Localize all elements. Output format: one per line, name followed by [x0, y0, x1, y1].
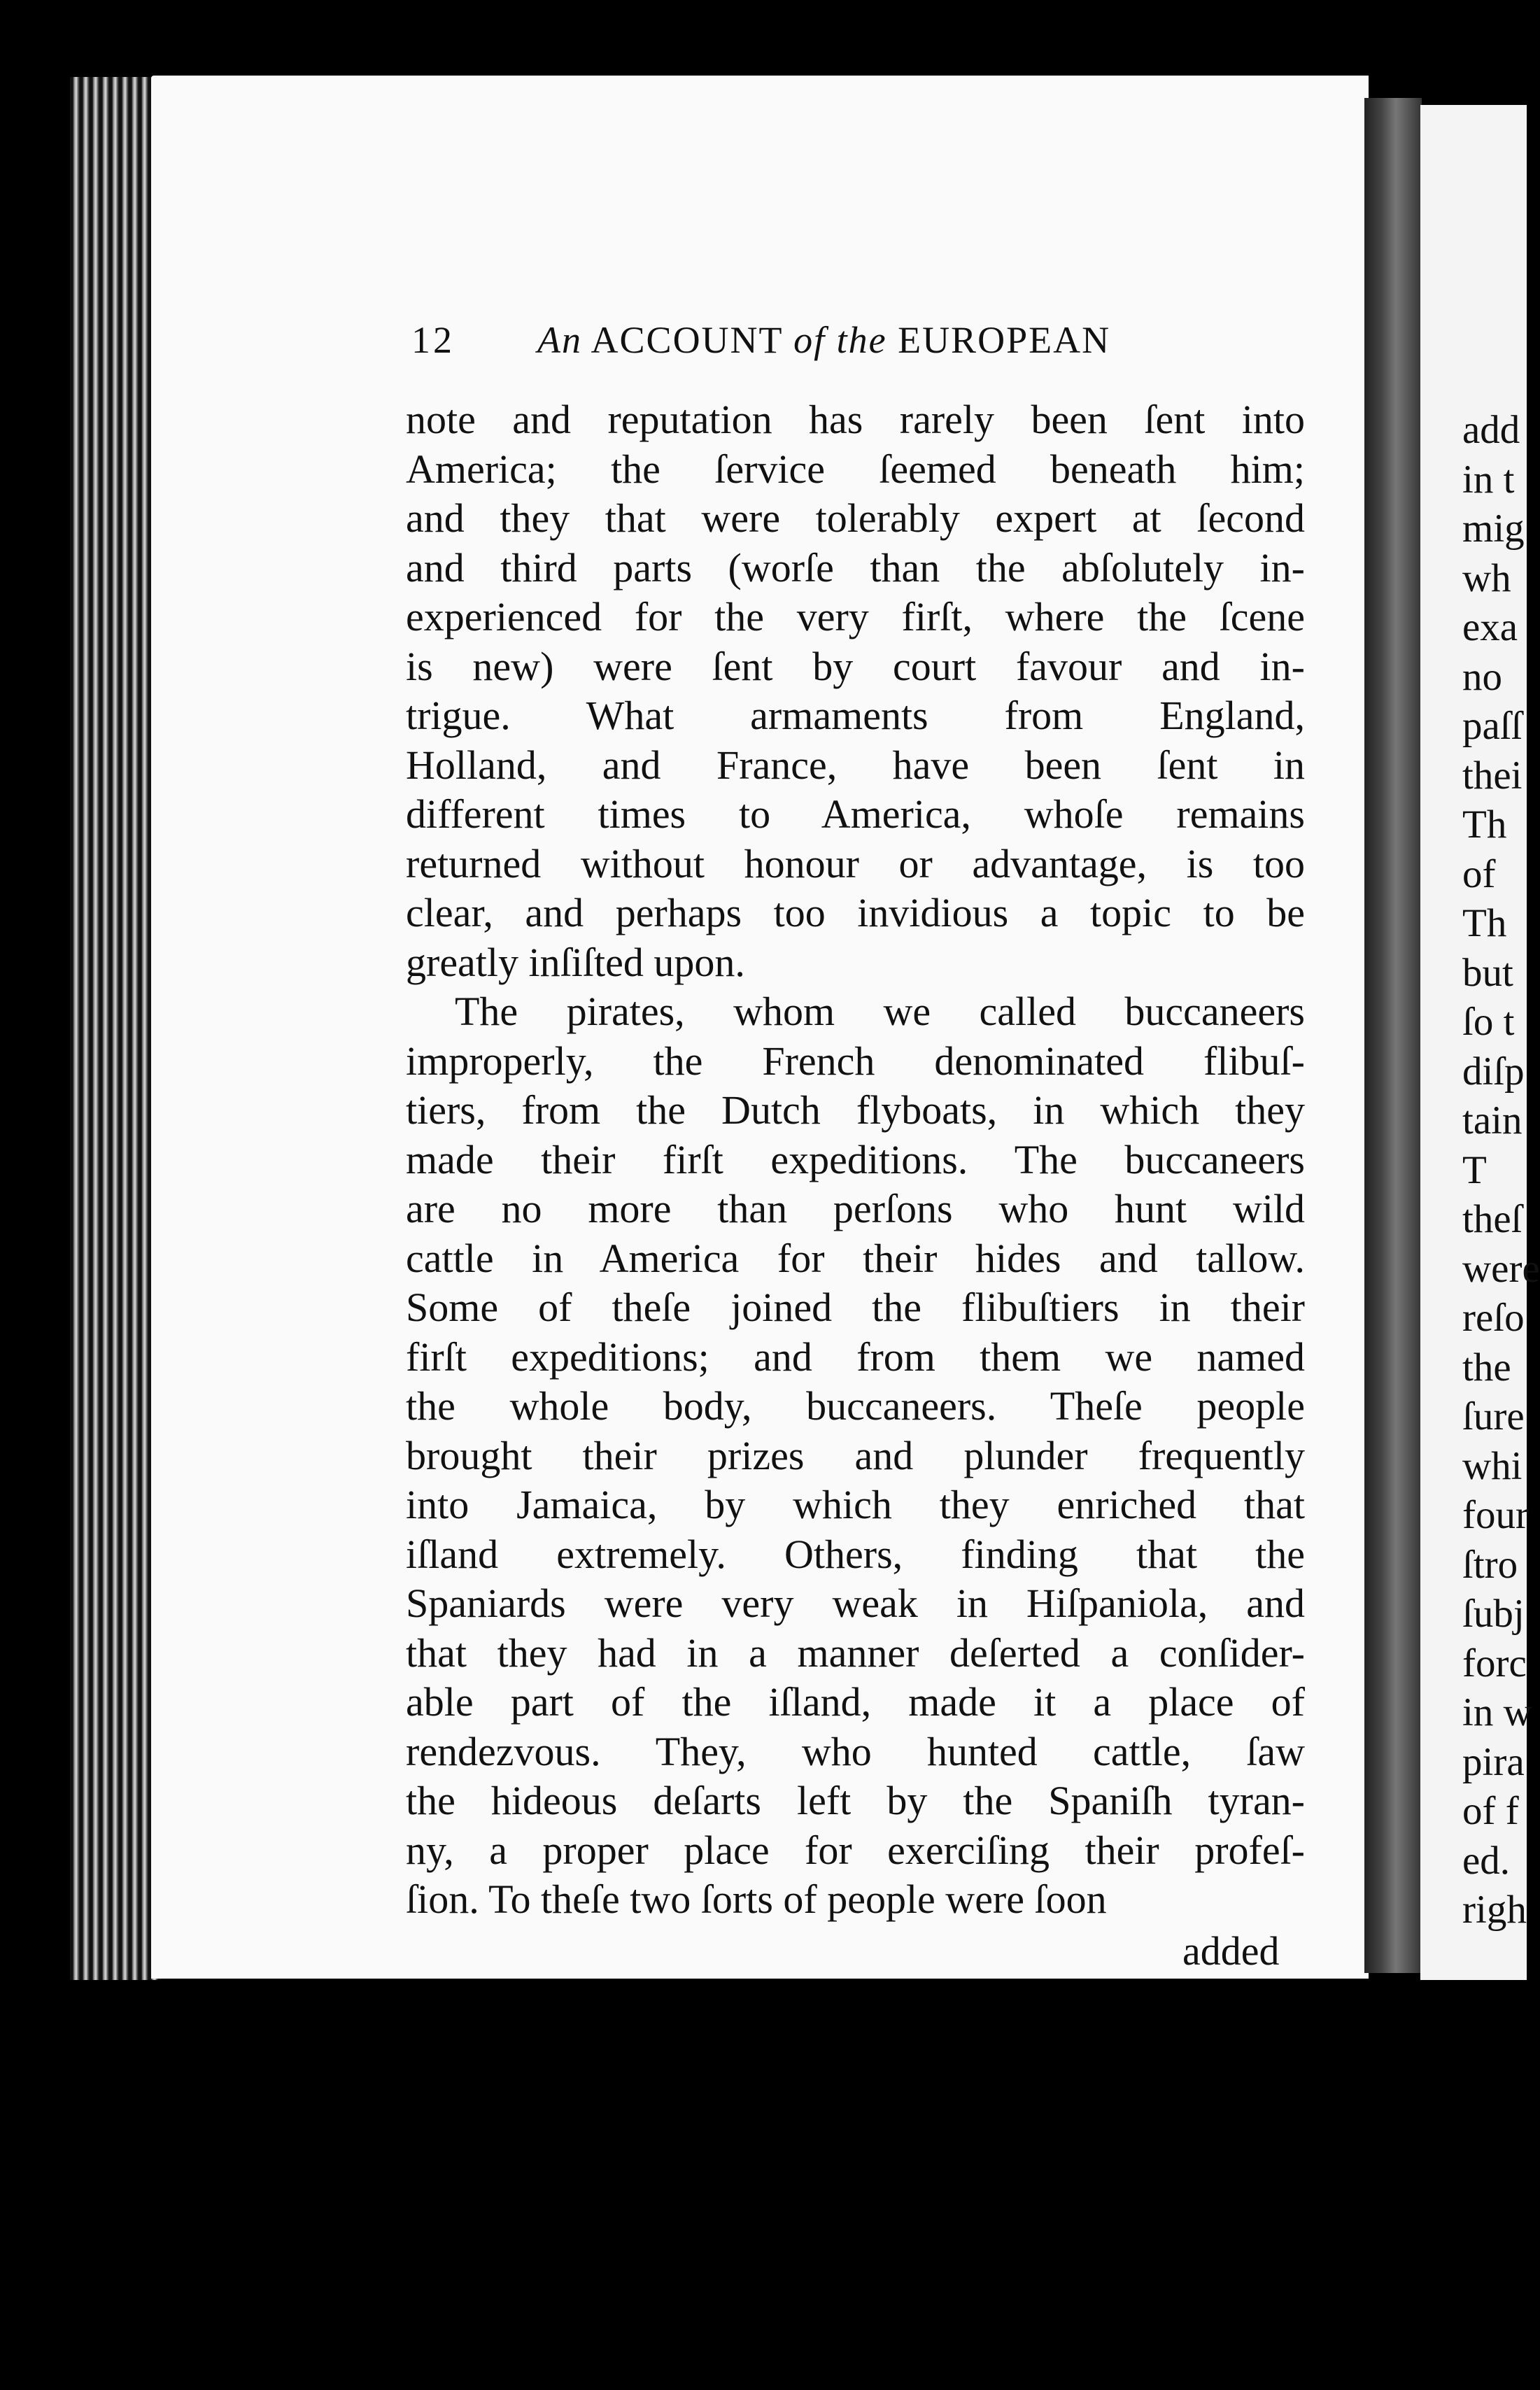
page-number: 12 — [411, 319, 455, 361]
facing-page-line: whi — [1462, 1443, 1523, 1488]
facing-page-line: but — [1462, 950, 1513, 995]
facing-page-line: ſure — [1462, 1394, 1525, 1438]
facing-page — [1420, 105, 1540, 1980]
facing-page-line: ed. — [1462, 1838, 1511, 1883]
text-line: and third parts (worſe than the abſolutely in- — [406, 544, 1305, 591]
text-line: cattle in America for their hides and tallow. — [406, 1235, 1305, 1281]
page-edges — [70, 77, 161, 1980]
text-line: the hideous deſarts left by the Spaniſh tyran- — [406, 1778, 1305, 1823]
title-the: the — [836, 319, 887, 361]
text-line: The pirates, whom we called buccaneers — [455, 989, 1305, 1034]
facing-page-line: tain — [1462, 1098, 1523, 1143]
facing-page-line: thei — [1462, 753, 1523, 798]
book-gutter — [1364, 98, 1422, 1973]
text-line: trigue. What armaments from England, — [406, 693, 1305, 738]
facing-page-line: in t — [1462, 457, 1515, 502]
title-word-european: EUROPEAN — [898, 319, 1111, 361]
facing-page-line: add — [1462, 408, 1520, 452]
text-line: iſland extremely. Others, finding that the — [406, 1531, 1305, 1577]
facing-page-line: of f — [1462, 1789, 1519, 1833]
text-line: ny, a proper place for exerciſing their profeſ- — [406, 1827, 1305, 1873]
text-line: Some of theſe joined the flibuſtiers in their — [406, 1285, 1305, 1330]
text-line: Spaniards were very weak in Hiſpaniola, and — [406, 1581, 1305, 1626]
facing-page-line: paſſ — [1462, 704, 1523, 748]
text-line: that they had in a manner deſerted a conſider- — [406, 1629, 1305, 1676]
text-line: Holland, and France, have been ſent in — [406, 742, 1305, 788]
facing-page-line: the — [1462, 1345, 1511, 1390]
facing-page-line: theſ — [1462, 1197, 1523, 1241]
text-line: brought their prizes and plunder frequently — [406, 1432, 1305, 1478]
facing-page-line: mig — [1462, 507, 1525, 551]
body-text — [406, 395, 1305, 1925]
facing-page-line: pira — [1462, 1739, 1525, 1784]
facing-page-text — [1462, 406, 1540, 1935]
text-line: ſion. To theſe two ſorts of people were ſoon — [406, 1876, 1107, 1922]
text-line: experienced for the very firſt, where the ſcene — [406, 594, 1305, 639]
facing-page-line: ſtro — [1462, 1542, 1518, 1587]
text-line: is new) were ſent by court favour and in- — [406, 643, 1305, 689]
facing-page-line: in w — [1462, 1690, 1532, 1734]
text-line: the whole body, buccaneers. Theſe people — [406, 1383, 1305, 1429]
text-line: firſt expeditions; and from them we named — [406, 1334, 1305, 1380]
facing-page-line: ſubj — [1462, 1592, 1525, 1636]
facing-page-line: Th — [1462, 901, 1507, 945]
title-word-account: ACCOUNT — [591, 319, 783, 361]
text-line: greatly inſiſted upon. — [406, 939, 745, 985]
text-line: note and reputation has rarely been ſent into — [406, 397, 1305, 442]
title-of: of — [793, 319, 826, 361]
running-title — [537, 318, 1110, 362]
text-line: different times to America, whoſe remains — [406, 791, 1305, 837]
catchword: added — [1182, 1928, 1280, 1974]
facing-page-line: ſo t — [1462, 1000, 1515, 1044]
text-line: into Jamaica, by which they enriched that — [406, 1482, 1305, 1527]
facing-page-line: diſp — [1462, 1049, 1525, 1094]
text-line: America; the ſervice ſeemed beneath him; — [406, 446, 1305, 492]
facing-page-line: exa — [1462, 605, 1518, 649]
facing-page-line: no — [1462, 654, 1502, 699]
facing-page-line: T — [1462, 1147, 1487, 1192]
facing-page-line: were — [1462, 1246, 1540, 1291]
text-line: able part of the iſland, made it a place of — [406, 1679, 1305, 1725]
text-line: tiers, from the Dutch flyboats, in which they — [406, 1087, 1305, 1133]
facing-page-line: wh — [1462, 556, 1511, 600]
facing-page-line: righ — [1462, 1888, 1527, 1932]
facing-page-line: reſo — [1462, 1296, 1525, 1340]
running-head — [411, 318, 1181, 374]
facing-page-line: of — [1462, 851, 1496, 896]
facing-page-line: forc — [1462, 1641, 1527, 1685]
text-line: improperly, the French denominated flibuſ- — [406, 1038, 1305, 1084]
facing-page-line: Th — [1462, 802, 1507, 847]
text-line: made their firſt expeditions. The buccaneers — [406, 1136, 1305, 1182]
facing-page-line: four — [1462, 1493, 1529, 1537]
text-line: and they that were tolerably expert at ſecond — [406, 495, 1305, 541]
title-article: An — [537, 319, 582, 361]
text-line: rendezvous. They, who hunted cattle, ſaw — [406, 1728, 1305, 1774]
text-line: clear, and perhaps too invidious a topic to be — [406, 890, 1305, 935]
text-line: returned without honour or advantage, is too — [406, 840, 1305, 886]
text-line: are no more than perſons who hunt wild — [406, 1186, 1305, 1231]
